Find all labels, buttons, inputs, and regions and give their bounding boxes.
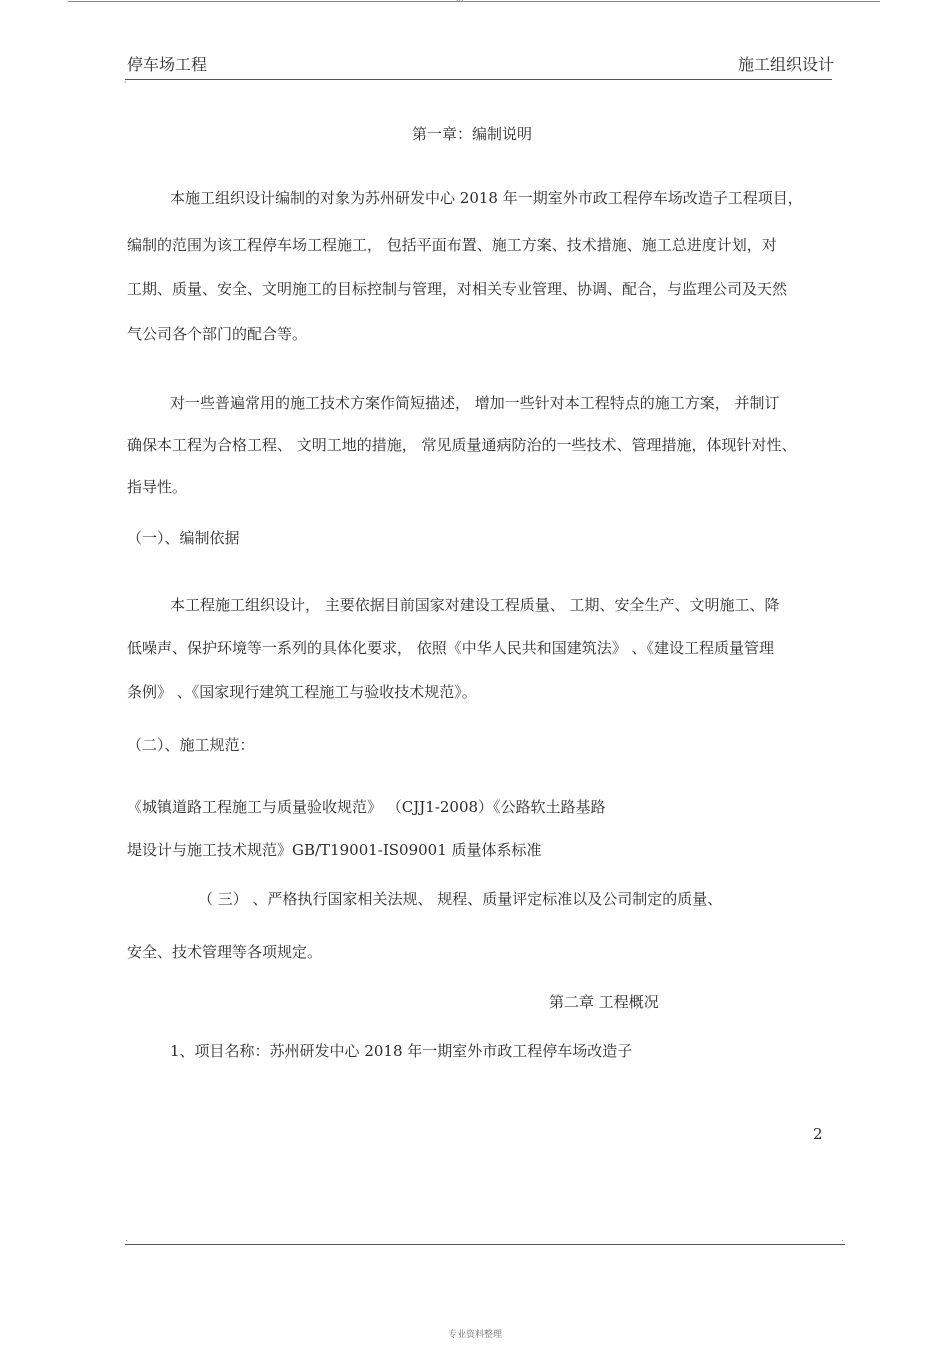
para3-line3: 条例》 、《国家现行建筑工程施工与验收技术规范》。 <box>127 683 477 701</box>
footer-mark-right: . <box>841 1234 844 1243</box>
top-border-line <box>68 1 880 2</box>
para5-line2: 安全、技术管理等各项规定。 <box>127 943 323 961</box>
para3-line2: 低噪声、保护环境等一系列的具体化要求， 依照《中华人民共和国建筑法》 、《建设工程质量管理 <box>127 639 775 657</box>
para1-line4: 气公司各个部门的配合等。 <box>127 325 308 343</box>
section2-title: （二）、施工规范： <box>127 736 255 754</box>
para4-line1: 《城镇道路工程施工与质量验收规范》 （CJJ1-2008）《公路软土路基路 <box>127 798 606 816</box>
para1-line1: 本施工组织设计编制的对象为苏州研发中心 2018 年一期室外市政工程停车场改造子工程项目， <box>170 189 803 207</box>
header-tick: ' <box>124 80 127 89</box>
header-rule <box>125 79 832 80</box>
footer-text: 专业资料整理 <box>448 1330 503 1340</box>
chapter2-title: 第二章 工程概况 <box>549 993 659 1011</box>
page-number: 2 <box>813 1125 823 1143</box>
footer-mark-left: . <box>125 1234 128 1243</box>
section1-title: （一）、编制依据 <box>127 529 240 547</box>
header-left: 停车场工程 <box>127 55 208 74</box>
para3-line1: 本工程施工组织设计， 主要依据目前国家对建设工程质量、 工期、安全生产、文明施工、降 <box>170 596 780 614</box>
para2-line2: 确保本工程为合格工程、 文明工地的措施， 常见质量通病防治的一些技术、管理措施，体现针对性、 <box>127 436 797 454</box>
para5-line1: （ 三） 、严格执行国家相关法规、 规程、质量评定标准以及公司制定的质量、 <box>198 890 723 908</box>
item1-project-name: 1、项目名称：苏州研发中心 2018 年一期室外市政工程停车场改造子 <box>170 1042 633 1060</box>
para2-line1: 对一些普遍常用的施工技术方案作简短描述， 增加一些针对本工程特点的施工方案， 并制订 <box>170 394 780 412</box>
header-right: 施工组织设计 <box>738 55 835 74</box>
para4-line2: 堤设计与施工技术规范》GB/T19001-IS09001 质量体系标准 <box>127 841 542 859</box>
chapter1-title: 第一章：编制说明 <box>412 125 533 143</box>
para2-line3: 指导性。 <box>127 478 188 496</box>
top-mark <box>456 0 464 3</box>
para1-line2: 编制的范围为该工程停车场工程施工， 包括平面布置、施工方案、技术措施、施工总进度计划，对 <box>127 236 777 254</box>
footer-rule <box>125 1244 845 1245</box>
para1-line3: 工期、质量、安全、文明施工的目标控制与管理，对相关专业管理、协调、配合，与监理公司及天然 <box>127 280 788 298</box>
